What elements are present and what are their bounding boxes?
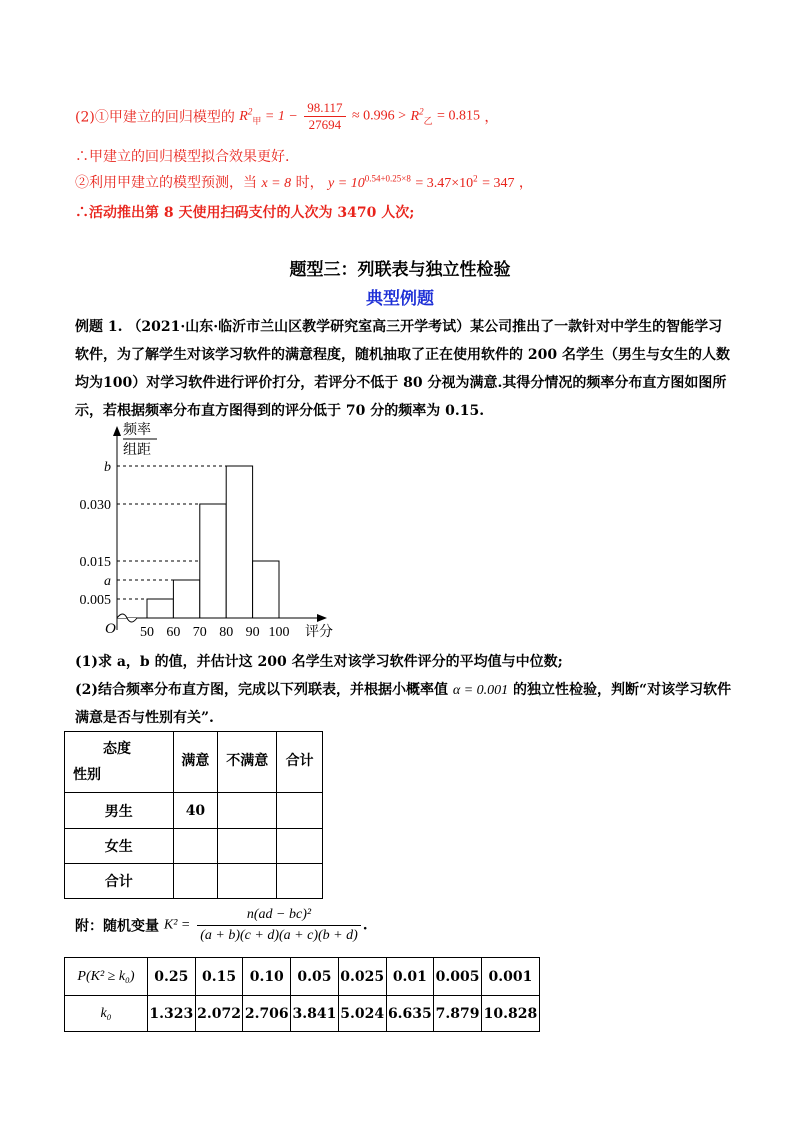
problem-text: 例题 1. （2021·山东·临沂市兰山区教学研究室高三开学考试）某公司推出了一款针对中学生的智能学习软件，为了解学生对该学习软件的满意程度，随机抽取了正在使用软件的 200 名学生（男生与女生的人数均为100）对学习软件进行评价打分，若评分不低于 80 分视为满意.其得分情况的频率分布直方图如图所示，若根据频率分布直方图得到的评分低于 70 分的频率为 0.15.	[75, 319, 730, 419]
contingency-table	[64, 731, 323, 899]
k-value-cell: 2.072	[195, 996, 243, 1032]
answer-part2-line	[75, 100, 498, 134]
cell-total-unsatisfied	[218, 864, 277, 899]
question-1: (1)求 a，b 的值，并估计这 200 名学生对该学习软件评分的平均值与中位数;	[75, 654, 563, 670]
x-tick-label: 60	[166, 625, 181, 640]
answer-part2-prefix: (2)①甲建立的回归模型的	[75, 109, 235, 126]
y-label-denominator: 组距	[123, 443, 151, 458]
formula-lhs: K² =	[163, 917, 191, 933]
comma: ，	[484, 109, 499, 126]
k-value-cell: 7.879	[434, 996, 482, 1032]
y-tick-label: a	[104, 574, 111, 589]
formula-prefix: 附：随机变量	[75, 918, 159, 935]
table-row	[65, 829, 323, 864]
axis-break	[117, 614, 137, 622]
p-value-cell: 0.05	[291, 958, 339, 996]
y-tick-label: 0.015	[79, 555, 111, 570]
header-total: 合计	[277, 732, 323, 793]
frequency-histogram	[65, 418, 365, 643]
table-row	[65, 793, 323, 829]
origin-label: O	[105, 621, 116, 637]
y-axis-arrow	[113, 426, 121, 436]
p-value-cell: 0.025	[338, 958, 386, 996]
approx-value: ≈ 0.996 >	[351, 108, 407, 124]
cell-female-unsatisfied	[218, 829, 277, 864]
formula-line	[75, 905, 368, 949]
critical-values-table	[64, 957, 540, 1032]
row-label-total: 合计	[65, 864, 174, 899]
cell-female-total	[277, 829, 323, 864]
cell-male-total	[277, 793, 323, 829]
conclusion-1: ∴甲建立的回归模型拟合效果更好.	[75, 149, 290, 165]
header-unsatisfied: 不满意	[218, 732, 277, 793]
p-value-cell: 0.01	[386, 958, 434, 996]
table-corner	[65, 732, 174, 793]
y-tick-label: 0.005	[79, 593, 111, 608]
p-value-cell: 0.25	[148, 958, 196, 996]
section-title: 题型三：列联表与独立性检验	[289, 260, 511, 280]
prediction-formula: $y = 10^{0.54+0.25\times 8}$	[328, 173, 411, 191]
cell-male-satisfied: 40	[173, 793, 218, 829]
alpha-value: α = 0.001	[452, 683, 509, 698]
formula-fraction	[197, 905, 361, 946]
cell-total-satisfied	[173, 864, 218, 899]
y-label-numerator: 频率	[123, 423, 151, 438]
row-label-female: 女生	[65, 829, 174, 864]
prediction-x: x = 8	[261, 176, 292, 191]
k-value-cell: 6.635	[386, 996, 434, 1032]
comma-2: ，	[518, 175, 533, 191]
question-2-part2: 的独立性检验，判断“对该学习软件	[513, 682, 732, 698]
k-value-cell: 1.323	[148, 996, 196, 1032]
histogram-bar	[253, 561, 279, 618]
table-row	[65, 864, 323, 899]
cell-total-total	[277, 864, 323, 899]
x-tick-label: 100	[268, 625, 290, 640]
p-label-cell: P(K² ≥ k₀)	[65, 958, 148, 996]
x-tick-label: 50	[140, 625, 154, 640]
prediction-line	[75, 172, 533, 192]
corner-gender: 性别	[73, 767, 101, 783]
prediction-result: = 3.47×10	[415, 176, 474, 191]
k-value-cell: 5.024	[338, 996, 386, 1032]
corner-attitude: 态度	[103, 741, 131, 757]
y-tick-label: 0.030	[79, 498, 111, 513]
prediction-prefix: ②利用甲建立的模型预测，当	[75, 175, 257, 191]
p-value-cell: 0.001	[481, 958, 539, 996]
cell-male-unsatisfied	[218, 793, 277, 829]
r-squared-yi-value: = 0.815	[437, 108, 480, 124]
p-value-cell: 0.005	[434, 958, 482, 996]
k0-label-cell: k₀	[65, 996, 148, 1032]
x-axis-arrow	[317, 614, 327, 622]
conclusion-2: ∴活动推出第 8 天使用扫码支付的人次为 3470 人次;	[75, 205, 415, 221]
header-satisfied: 满意	[173, 732, 218, 793]
histogram-bar	[173, 580, 199, 618]
histogram-bar	[147, 599, 173, 618]
r-squared-jia: $R^2_甲 = 1$ −	[239, 106, 298, 126]
r-squared-yi: $R^2_乙$	[410, 106, 433, 126]
k-value-cell: 3.841	[291, 996, 339, 1032]
p-value-cell: 0.10	[243, 958, 291, 996]
question-2-part1: (2)结合频率分布直方图，完成以下列联表，并根据小概率值	[75, 682, 448, 698]
section-subtitle: 典型例题	[366, 289, 434, 309]
row-label-male: 男生	[65, 793, 174, 829]
prediction-when: 时，	[295, 175, 324, 191]
x-tick-label: 90	[245, 625, 260, 640]
x-tick-label: 80	[219, 625, 234, 640]
p-value-cell: 0.15	[195, 958, 243, 996]
k-value-cell: 10.828	[481, 996, 539, 1032]
histogram-bar	[226, 466, 252, 618]
question-2	[75, 676, 735, 705]
question-2-line-2: 满意是否与性别有关”.	[75, 710, 214, 726]
cell-female-satisfied	[173, 829, 218, 864]
histogram-bar	[200, 504, 226, 618]
x-axis-label: 评分	[305, 625, 333, 640]
rss-fraction: $\frac{98.117}{27694}$	[304, 100, 345, 133]
formula-period: .	[362, 917, 368, 934]
formula-numerator: n(ad − bc)²	[197, 905, 361, 926]
formula-denominator: (a + b)(c + d)(a + c)(b + d)	[200, 928, 358, 943]
k-value-cell: 2.706	[243, 996, 291, 1032]
y-tick-label: b	[104, 460, 111, 475]
exponent-2: 2	[473, 173, 478, 184]
prediction-final: = 347	[482, 176, 515, 191]
x-tick-label: 70	[192, 625, 207, 640]
